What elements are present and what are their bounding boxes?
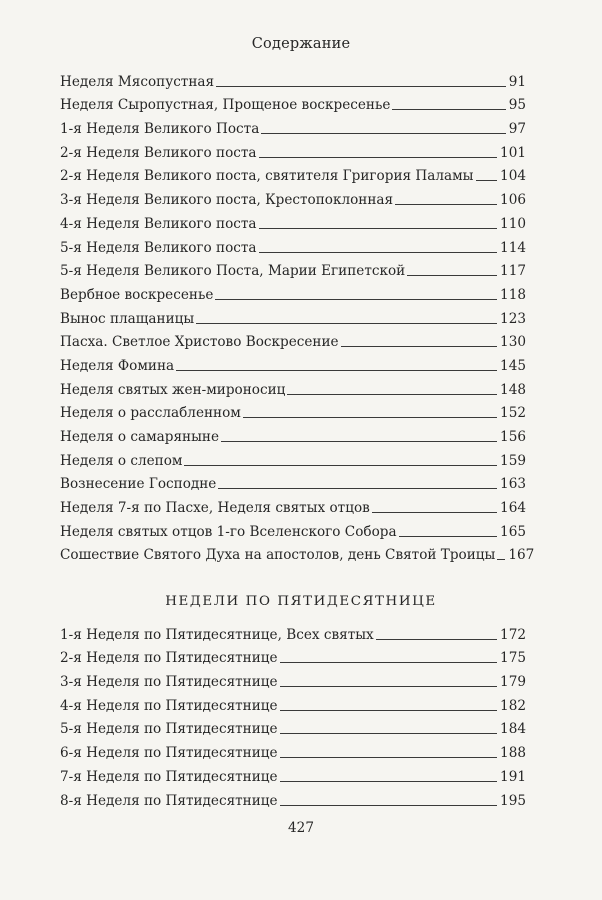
toc-entry [60, 327, 526, 351]
toc-entry-title: 7-я Неделя по Пятидесятнице [60, 768, 278, 785]
toc-entry-page: 165 [500, 523, 526, 540]
toc-entry-title: 6-я Неделя по Пятидесятнице [60, 745, 278, 762]
toc-entry [60, 643, 526, 667]
toc-leader-line [216, 86, 506, 87]
toc-entry-page: 95 [508, 97, 526, 114]
toc-leader-line [280, 805, 497, 806]
toc-entry [60, 714, 526, 738]
toc-leader-line [261, 133, 505, 134]
page-header-title: Содержание [251, 36, 351, 52]
toc-entry [60, 540, 535, 564]
toc-entry [60, 421, 526, 445]
toc-leader-line [259, 157, 498, 158]
toc-entry [60, 208, 526, 232]
toc-entry-title: 1-я Неделя Великого Поста [60, 121, 260, 138]
toc-leader-line [176, 370, 497, 371]
toc-entry-page: 184 [500, 721, 526, 738]
toc-entry [60, 398, 526, 422]
toc-entry-page: 172 [500, 626, 526, 643]
toc-entry-page: 118 [500, 286, 526, 303]
toc-entry-page: 182 [500, 697, 526, 714]
toc-entry [60, 303, 526, 327]
toc-entry [60, 374, 526, 398]
toc-leader-line [218, 488, 497, 489]
toc-leader-line [221, 441, 497, 442]
toc-leader-line [476, 180, 498, 181]
toc-entry-page: 117 [500, 263, 526, 280]
toc-entry [60, 690, 526, 714]
toc-entry-title: 4-я Неделя по Пятидесятнице [60, 697, 278, 714]
toc-entry [60, 90, 526, 114]
toc-leader-line [259, 228, 498, 229]
toc-entry-title: Неделя о расслабленном [60, 405, 241, 422]
toc-leader-line [215, 299, 497, 300]
toc-entry-title: Вознесение Господне [60, 476, 217, 493]
toc-entry-page: 152 [500, 405, 526, 422]
toc-entry-page: 163 [500, 476, 526, 493]
toc-leader-line [259, 252, 498, 253]
toc-leader-line [280, 686, 497, 687]
toc-entry-title: 2-я Неделя Великого поста [60, 144, 257, 161]
toc-entry [60, 516, 526, 540]
toc-entry-title: Вербное воскресенье [60, 286, 214, 303]
toc-entry-page: 191 [500, 768, 526, 785]
toc-entry [60, 785, 526, 809]
toc-leader-line [280, 781, 497, 782]
toc-entry-title: 4-я Неделя Великого поста [60, 215, 257, 232]
toc-entry [60, 469, 526, 493]
toc-entry-title: 3-я Неделя Великого поста, Крестопоклонная [60, 192, 394, 209]
toc-leader-line [243, 417, 497, 418]
toc-entry-page: 101 [500, 144, 526, 161]
toc-leader-line [407, 275, 497, 276]
toc-list-pentecost [60, 619, 526, 809]
toc-entry-title: Вынос плащаницы [60, 310, 195, 327]
toc-leader-line [280, 757, 497, 758]
toc-entry-title: Сошествие Святого Духа на апостолов, день Святой Троицы [60, 547, 496, 564]
toc-entry [60, 666, 526, 690]
toc-entry-page: 91 [508, 73, 526, 90]
toc-entry [60, 137, 526, 161]
toc-entry-title: 5-я Неделя по Пятидесятнице [60, 721, 278, 738]
toc-entry-title: Неделя 7-я по Пасхе, Неделя святых отцов [60, 500, 370, 517]
toc-entry-page: 179 [500, 674, 526, 691]
toc-entry-title: 2-я Неделя Великого поста, святителя Григория Паламы [60, 168, 474, 185]
toc-entry [60, 350, 526, 374]
toc-leader-line [376, 639, 497, 640]
toc-entry-title: Неделя святых отцов 1-го Вселенского Собора [60, 523, 397, 540]
toc-entry-title: Пасха. Светлое Христово Воскресение [60, 334, 339, 351]
toc-entry-page: 123 [500, 310, 526, 327]
toc-entry [60, 492, 526, 516]
toc-entry [60, 113, 526, 137]
toc-leader-line [395, 204, 497, 205]
toc-entry [60, 619, 526, 643]
toc-entry-page: 175 [500, 650, 526, 667]
toc-entry-title: Неделя святых жен-мироносиц [60, 381, 286, 398]
toc-leader-line [196, 323, 497, 324]
toc-leader-line [184, 465, 497, 466]
page-number: 427 [288, 820, 314, 836]
toc-entry-title: 2-я Неделя по Пятидесятнице [60, 650, 278, 667]
toc-entry [60, 66, 526, 90]
toc-leader-line [280, 733, 497, 734]
toc-entry-title: 3-я Неделя по Пятидесятнице [60, 674, 278, 691]
toc-leader-line [497, 559, 505, 560]
toc-entry [60, 761, 526, 785]
toc-entry [60, 232, 526, 256]
toc-entry-page: 130 [500, 334, 526, 351]
toc-entry-page: 164 [500, 500, 526, 517]
toc-entry-page: 188 [500, 745, 526, 762]
toc-entry-page: 159 [500, 452, 526, 469]
toc-entry [60, 445, 526, 469]
toc-entry-title: Неделя Фомина [60, 357, 175, 374]
toc-list-main [60, 66, 535, 564]
toc-entry-page: 195 [500, 792, 526, 809]
toc-entry-page: 145 [500, 357, 526, 374]
toc-entry-page: 97 [508, 121, 526, 138]
toc-entry-title: Неделя о самаряныне [60, 429, 220, 445]
toc-entry-title: Неделя Сыропустная, Прощеное воскресенье [60, 97, 391, 114]
toc-leader-line [372, 512, 497, 513]
toc-entry-page: 106 [500, 192, 526, 209]
toc-entry [60, 184, 526, 208]
section-heading: НЕДЕЛИ ПО ПЯТИДЕСЯТНИЦЕ [165, 594, 437, 609]
toc-entry-title: 8-я Неделя по Пятидесятнице [60, 792, 278, 809]
toc-entry-page: 114 [500, 239, 526, 256]
toc-entry [60, 161, 526, 185]
toc-entry-title: Неделя Мясопустная [60, 73, 215, 90]
toc-entry-page: 156 [500, 429, 526, 445]
toc-leader-line [341, 346, 497, 347]
toc-leader-line [392, 109, 505, 110]
toc-leader-line [280, 710, 497, 711]
toc-entry-title: 5-я Неделя Великого поста [60, 239, 257, 256]
toc-entry-page: 110 [500, 215, 526, 232]
toc-entry-page: 104 [500, 168, 526, 185]
toc-entry-title: 5-я Неделя Великого Поста, Марии Египетской [60, 263, 406, 280]
toc-entry [60, 279, 526, 303]
toc-entry-title: Неделя о слепом [60, 452, 183, 469]
toc-entry [60, 256, 526, 280]
toc-entry-page: 148 [500, 381, 526, 398]
toc-entry [60, 737, 526, 761]
toc-entry-title: 1-я Неделя по Пятидесятнице, Всех святых [60, 626, 374, 643]
toc-leader-line [399, 536, 497, 537]
toc-leader-line [287, 394, 497, 395]
toc-leader-line [280, 662, 497, 663]
toc-entry-page: 167 [508, 547, 535, 564]
